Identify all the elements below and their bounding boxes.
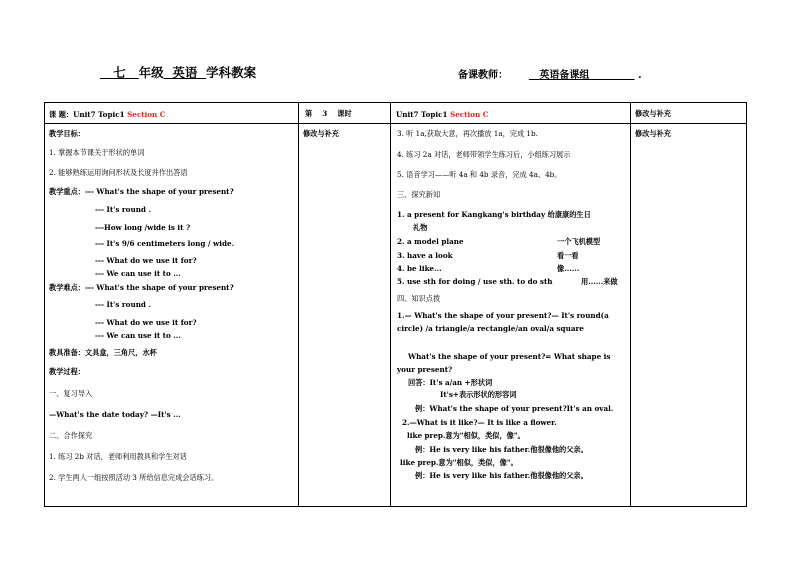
phrase-meaning: 像...... — [557, 264, 580, 273]
difficulty-line: --- We can use it to ... — [95, 331, 181, 340]
phrase-line: 2. a model plane — [397, 237, 464, 246]
grade-label: 年级 — [138, 65, 164, 80]
col-divider — [298, 103, 299, 506]
phrase-meaning: 用......来做 — [581, 277, 618, 286]
knowledge-line: like prep.意为"相似，类似，像"。 — [407, 431, 525, 440]
phrase-line: 礼物 — [413, 223, 428, 232]
teacher-info — [458, 66, 642, 81]
knowledge-line: like prep.意为"相似，类似，像"。 — [400, 458, 518, 467]
materials-line: 教具准备：文具盒，三角尺，水杯 — [49, 348, 157, 357]
col-divider — [630, 103, 631, 506]
revise-label-right: 修改与补充 — [635, 129, 671, 138]
key-points-line: ---How long /wide is it ? — [95, 223, 191, 232]
topic2-cell: Unit7 Topic1 Section C — [396, 110, 489, 119]
objective-line: 2. 能够熟练运用询问形状及长度并作出答语 — [49, 168, 188, 177]
knowledge-line: 例：He is very like his father.他很像他的父亲。 — [415, 471, 588, 480]
knowledge-line: your present? — [397, 365, 453, 374]
knowledge-line: 例：What's the shape of your present?It's an oval. — [415, 404, 614, 413]
lesson-cell: 第 3 课时 — [305, 109, 352, 118]
col-divider — [390, 103, 391, 506]
objectives-heading: 教学目标： — [49, 129, 85, 138]
difficulty-line: --- What do we use it for? — [95, 318, 197, 327]
key-points-line: --- What do we use it for? — [95, 256, 197, 265]
phrase-meaning: 一个飞机模型 — [557, 237, 601, 246]
knowledge-line: 例：He is very like his father.他很像他的父亲。 — [415, 445, 588, 454]
phrase-meaning: 看一看 — [557, 251, 579, 260]
plan-label: 学科教案 — [206, 65, 257, 80]
teacher-label: 备课教师： — [458, 70, 508, 81]
explore-heading: 三、探究新知 — [397, 190, 441, 199]
end-mark: . — [638, 70, 642, 81]
key-points-line: --- It's round . — [95, 205, 151, 214]
key-points-line: --- It's 9/6 centimeters long / wide. — [95, 239, 235, 248]
review-line: —What's the date today? —It's ... — [49, 410, 181, 419]
knowledge-line: 1.— What's the shape of your present?— It's round(a — [397, 311, 609, 320]
knowledge-line: 回答：It's a/an +形状词 — [408, 378, 493, 387]
knowledge-line: It's+表示形状的形容词 — [440, 390, 517, 399]
step-line: 5. 语音学习——听 4a 和 4b 录音，完成 4a、4b。 — [397, 170, 562, 179]
review-heading: 一、复习导入 — [49, 389, 93, 398]
cooperation-line: 2. 学生两人一组按照活动 3 所给信息完成会话练习。 — [49, 473, 219, 482]
step-line: 3. 听 1a,获取大意，再次播放 1a，完成 1b. — [397, 129, 538, 138]
knowledge-line: circle) /a triangle/a rectangle/an oval/a square — [397, 324, 584, 333]
subject-value: 英语 — [172, 65, 198, 80]
topic-cell: 课 题：Unit7 Topic1 Section C — [49, 110, 166, 119]
knowledge-line: 2.—What is it like?— It is like a flower. — [402, 418, 557, 427]
difficulty-line: --- It's round . — [95, 300, 151, 309]
plan-title — [100, 63, 256, 81]
key-points-line: --- We can use it to ... — [95, 269, 181, 278]
objective-line: 1. 掌握本节课关于形状的单词 — [49, 148, 145, 157]
revise-label: 修改与补充 — [303, 129, 339, 138]
lesson-table — [44, 102, 747, 507]
phrase-line: 5. use sth for doing / use sth. to do sth — [397, 277, 553, 286]
key-points-line: 教学重点：--- What's the shape of your present? — [49, 187, 234, 196]
revise-header-cell: 修改与补充 — [635, 109, 671, 118]
teacher-value: 英语备课组 — [539, 70, 590, 81]
grade-value: 七 — [113, 65, 126, 80]
phrase-line: 3. have a look — [397, 251, 453, 260]
cooperation-heading: 二、合作探究 — [49, 431, 93, 440]
phrase-line: 4. be like... — [397, 264, 442, 273]
knowledge-heading: 四、知识点拨 — [397, 294, 441, 303]
step-line: 4. 练习 2a 对话，老师带领学生练习后，小组练习展示 — [397, 150, 571, 159]
process-heading: 教学过程： — [49, 367, 85, 376]
cooperation-line: 1. 练习 2b 对话，老师利用教具和学生对话 — [49, 452, 187, 461]
header-row-divider — [45, 123, 746, 124]
phrase-line: 1. a present for Kangkang's birthday 给康康的生日 — [397, 210, 591, 219]
difficulty-line: 教学难点：--- What's the shape of your present? — [49, 283, 234, 292]
knowledge-line: What's the shape of your present?= What shape is — [408, 352, 611, 361]
